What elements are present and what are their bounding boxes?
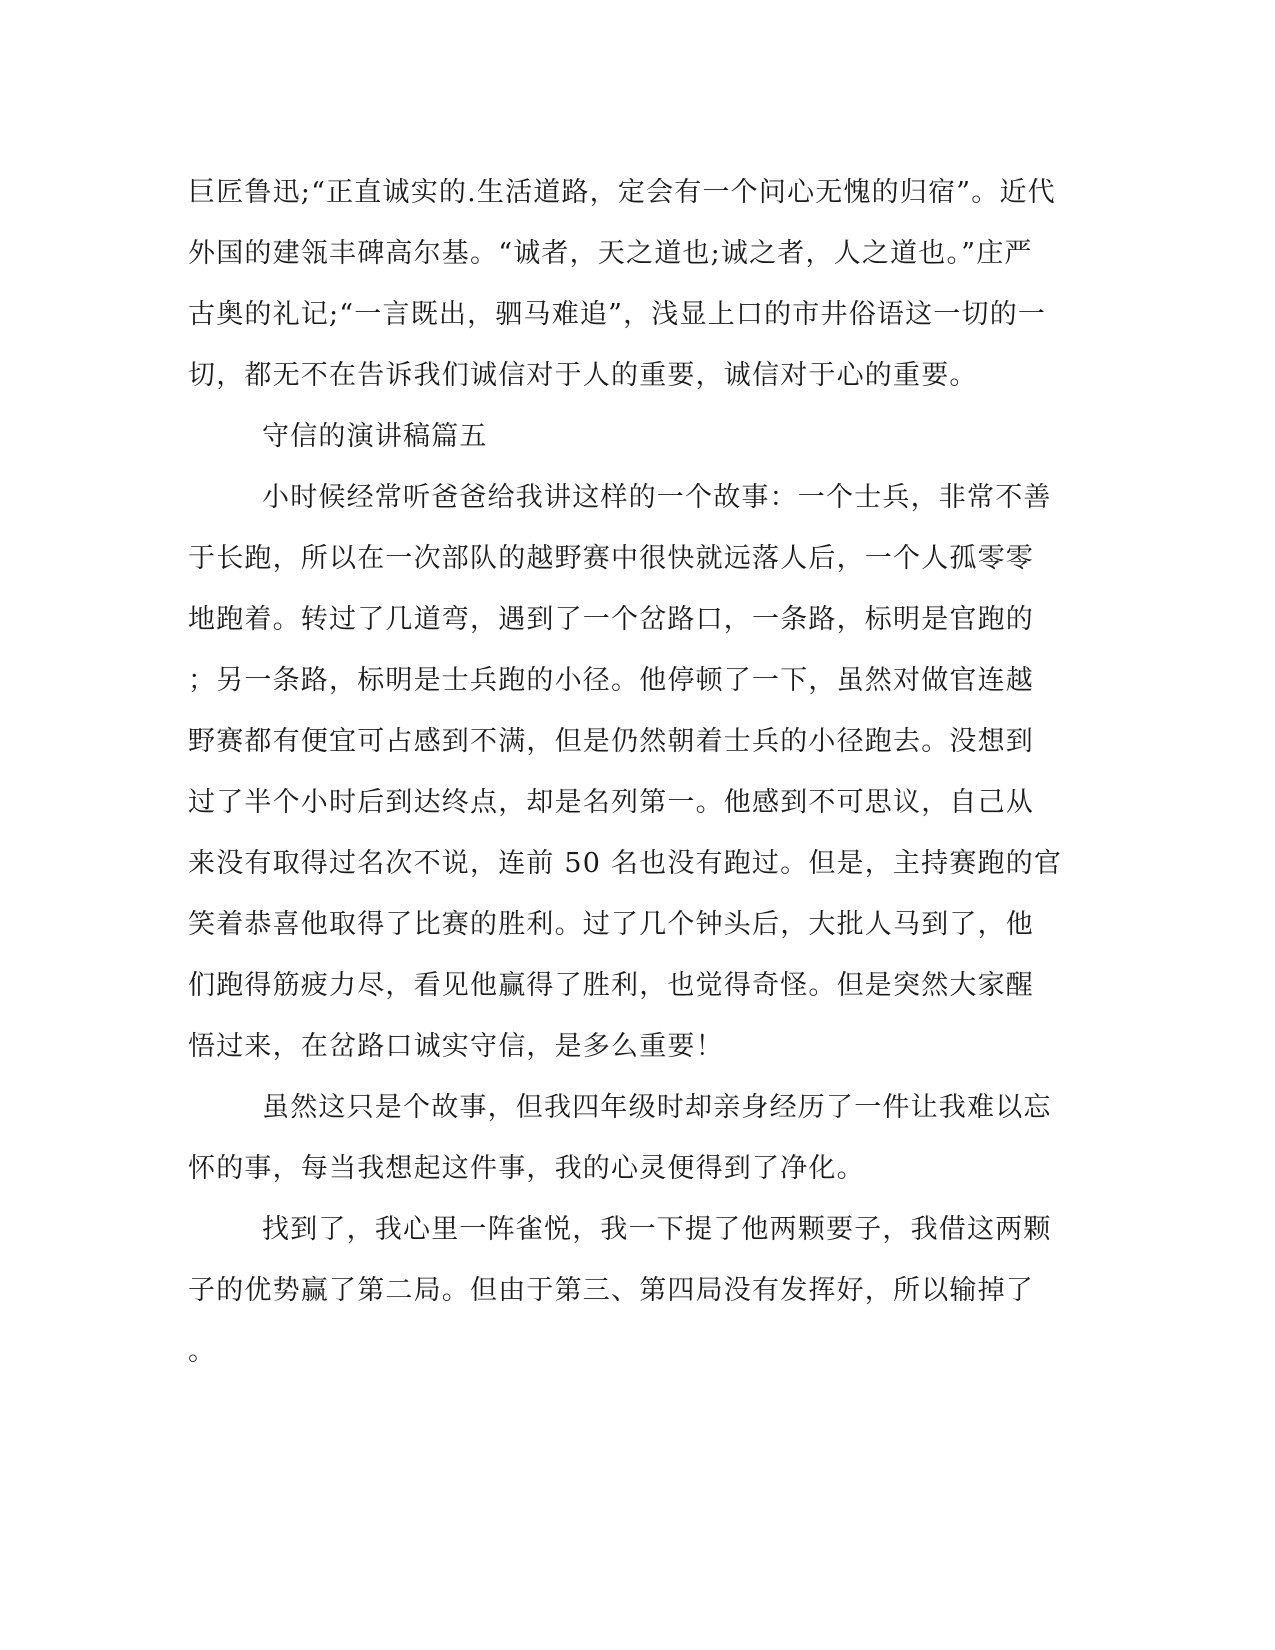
text-line: 怀的事，每当我想起这件事，我的心灵便得到了净化。 — [188, 1153, 865, 1184]
text-line: 虽然这只是个故事，但我四年级时却亲身经历了一件让我难以忘 — [262, 1092, 1052, 1123]
text-line: 来没有取得过名次不说，连前 50 名也没有跑过。但是，主持赛跑的官 — [188, 848, 1063, 879]
text-line: 小时候经常听爸爸给我讲这样的一个故事：一个士兵，非常不善 — [262, 482, 1052, 513]
document-body — [188, 162, 1068, 1382]
text-line: 们跑得筋疲力尽，看见他赢得了胜利，也觉得奇怪。但是突然大家醒 — [188, 970, 1034, 1001]
text-line: 切，都无不在告诉我们诚信对于人的重要，诚信对于心的重要。 — [188, 360, 978, 391]
text-line: 野赛都有便宜可占感到不满，但是仍然朝着士兵的小径跑去。没想到 — [188, 726, 1034, 757]
text-line: 。 — [188, 1336, 217, 1367]
text-line: 子的优势赢了第二局。但由于第三、第四局没有发挥好，所以输掉了 — [188, 1275, 1034, 1306]
text-line: 外国的建瓴丰碑高尔基。“诚者，天之道也;诚之者，人之道也。”庄严 — [188, 238, 1033, 269]
text-line: ；另一条路，标明是士兵跑的小径。他停顿了一下，虽然对做官连越 — [188, 665, 1034, 696]
text-line: 于长跑，所以在一次部队的越野赛中很快就远落人后，一个人孤零零 — [188, 543, 1034, 574]
text-line: 笑着恭喜他取得了比赛的胜利。过了几个钟头后，大批人马到了，他 — [188, 909, 1034, 940]
text-line: 古奥的礼记;“一言既出，驷马难追”，浅显上口的市井俗语这一切的一 — [188, 299, 1047, 330]
text-line: 地跑着。转过了几道弯，遇到了一个岔路口，一条路，标明是官跑的 — [188, 604, 1034, 635]
text-line: 巨匠鲁迅;“正直诚实的.生活道路，定会有一个问心无愧的归宿”。近代 — [188, 177, 1056, 208]
section-heading: 守信的演讲稿篇五 — [262, 421, 488, 452]
text-line: 找到了，我心里一阵雀悦，我一下提了他两颗要子，我借这两颗 — [262, 1214, 1052, 1245]
text-line: 悟过来，在岔路口诚实守信，是多么重要！ — [188, 1031, 724, 1062]
text-line: 过了半个小时后到达终点，却是名列第一。他感到不可思议，自己从 — [188, 787, 1034, 818]
